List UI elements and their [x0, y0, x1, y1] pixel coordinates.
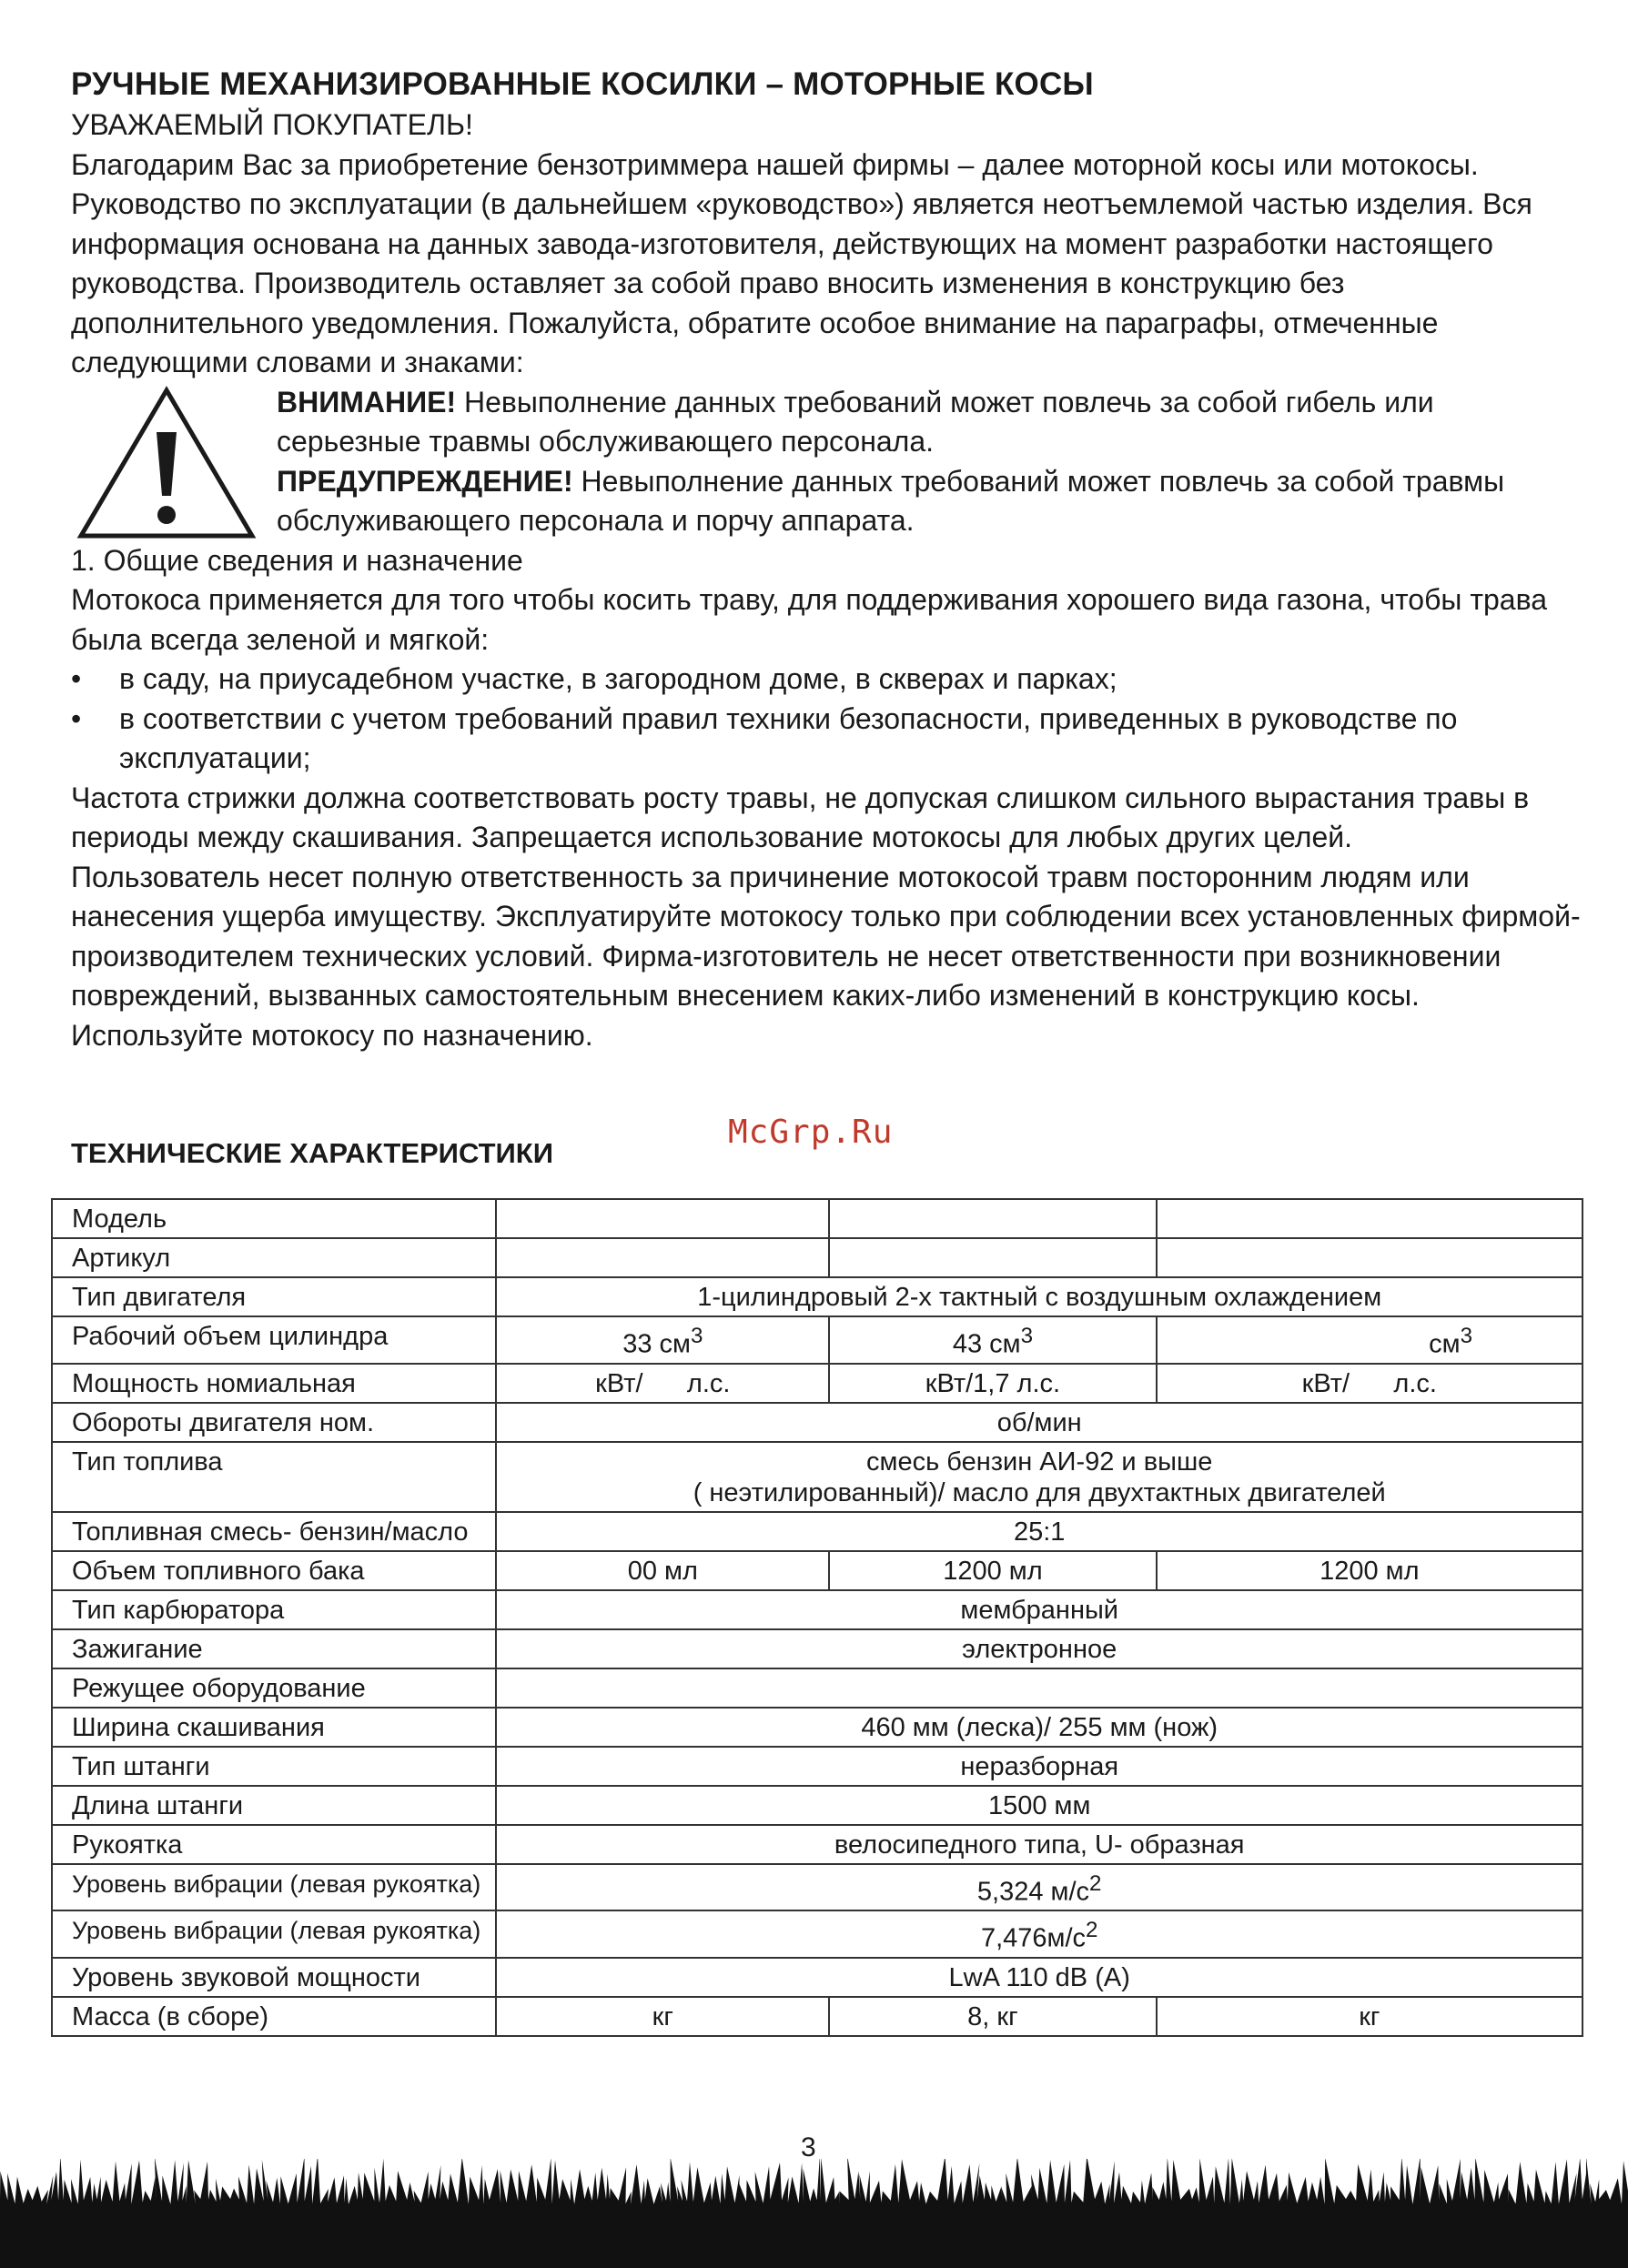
warning-text [277, 383, 1582, 541]
intro-paragraph: Благодарим Вас за приобретение бензотриммера нашей фирмы – далее моторной косы или мотокосы. Руководство по эксплуатации (в дальнейшем «руководство») является неотъемлемой частью изделия. Вся информация основана на данных завода-изготовителя, действующих на момент разработки настоящего руководства. Производитель оставляет за собой право вносить изменения в конструкцию без дополнительного уведомления. Пожалуйста, обратите особое внимание на параграфы, отмеченные следующими словами и знаками: [71, 147, 1532, 378]
caution-paragraph [277, 462, 1582, 541]
paragraph-usage: Используйте мотокосу по назначению. [71, 1018, 593, 1052]
specs-table [51, 1198, 1583, 2037]
table-row: Тип штанги неразборная [52, 1747, 1582, 1786]
table-row: Рабочий объем цилиндра 33 $см^3$ 43 $см^3$ $см^3$ [52, 1316, 1582, 1364]
list-item: • в саду, на приусадебном участке, в загородном доме, в скверах и парках; [71, 660, 1582, 700]
greeting: УВАЖАЕМЫЙ ПОКУПАТЕЛЬ! [71, 108, 473, 141]
table-row: Топливная смесь- бензин/масло 25:1 [52, 1512, 1582, 1551]
section-text: Мотокоса применяется для того чтобы косить траву, для поддерживания хорошего вида газона, чтобы трава была всегда зеленой и мягкой: [71, 583, 1547, 656]
warning-triangle-icon [76, 385, 258, 541]
page-title: РУЧНЫЕ МЕХАНИЗИРОВАННЫЕ КОСИЛКИ – МОТОРНЫЕ КОСЫ [71, 66, 1094, 102]
table-row: Ширина скашивания 460 мм (леска)/ 255 мм (нож) [52, 1708, 1582, 1747]
table-row: Уровень вибрации (левая рукоятка) $7,476м/с^2$ [52, 1910, 1582, 1958]
table-row: Артикул [52, 1238, 1582, 1277]
table-row: Тип двигателя 1-цилиндровый 2-х тактный с воздушным охлаждением [52, 1277, 1582, 1316]
table-row: Тип карбюратора мембранный [52, 1590, 1582, 1629]
table-row: Уровень звуковой мощности LwA 110 dB (A) [52, 1958, 1582, 1997]
paragraph-frequency: Частота стрижки должна соответствовать росту травы, не допуская слишком сильного вырастания травы в периоды между скашивания. Запрещается использование мотокосы для любых других целей. [71, 781, 1530, 853]
table-row: Мощность номиальная кВт/ л.с. кВт/1,7 л.с. кВт/ л.с. [52, 1364, 1582, 1403]
watermark: McGrp.Ru [728, 1114, 894, 1151]
caution-body: Невыполнение данных требований может повлечь за собой травмы обслуживающего персонала и порчу аппарата. [277, 464, 1505, 537]
section-heading: 1. Общие сведения и назначение [71, 543, 523, 577]
table-row: Уровень вибрации (левая рукоятка) 5,324 $м/с^2$ [52, 1864, 1582, 1911]
caution-label: ПРЕДУПРЕЖДЕНИЕ! [277, 464, 573, 498]
table-row: Рукоятка велосипедного типа, U- образная [52, 1825, 1582, 1864]
warning-body: Невыполнение данных требований может повлечь за собой гибель или серьезные травмы обслуживающего персонала. [277, 385, 1434, 458]
tech-specs-title: ТЕХНИЧЕСКИЕ ХАРАКТЕРИСТИКИ [71, 1137, 553, 1169]
list-item: • в соответствии с учетом требований правил техники безопасности, приведенных в руководстве по эксплуатации; [71, 700, 1582, 779]
warning-paragraph [277, 383, 1582, 462]
table-row: Объем топливного бака 00 мл 1200 мл 1200 мл [52, 1551, 1582, 1590]
warning-label: ВНИМАНИЕ! [277, 385, 457, 418]
table-row: Тип топлива смесь бензин АИ-92 и выше ( неэтилированный)/ масло для двухтактных двигателей [52, 1442, 1582, 1512]
grass-border-icon [0, 2159, 1628, 2268]
paragraph-responsibility: Пользователь несет полную ответственность за причинение мотокосой травм посторонним людям или нанесения ущерба имуществу. Эксплуатируйте мотокосу только при соблюдении всех установленных фирмой-производителем технических условий. Фирма-изготовитель не несет ответственности при возникновении повреждений, вызванных самостоятельным внесением каких-либо изменений в конструкцию косы. [71, 860, 1581, 1012]
warning-block [71, 383, 1582, 541]
table-row: Масса (в сборе) кг 8, кг кг [52, 1997, 1582, 2036]
page-number: 3 [801, 2132, 816, 2162]
table-row: Обороты двигателя ном. об/мин [52, 1403, 1582, 1442]
table-row: Зажигание электронное [52, 1629, 1582, 1668]
bullet-icon: • [71, 701, 82, 735]
bullet-icon: • [71, 662, 82, 695]
usage-list [71, 660, 1582, 779]
table-row: Режущее оборудование [52, 1668, 1582, 1708]
table-row: Длина штанги 1500 мм [52, 1786, 1582, 1825]
intro-section [71, 64, 1582, 1055]
table-row: Модель [52, 1199, 1582, 1238]
